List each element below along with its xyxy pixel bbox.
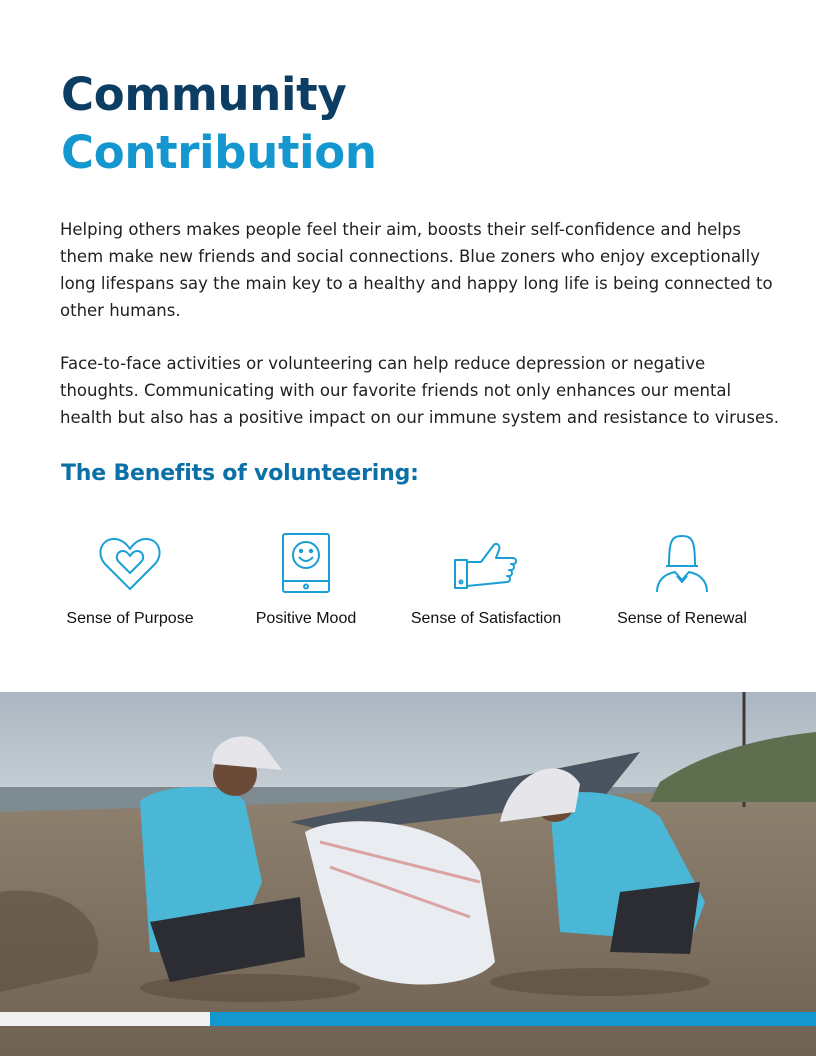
benefit-label: Sense of Renewal: [617, 610, 747, 627]
footer-bar-blue: [210, 1012, 816, 1026]
beach-cleanup-photo: [0, 692, 816, 1056]
intro-paragraph: Helping others makes people feel their aim, boosts their self-confidence and helps them make new friends and social connections. Blue zoners who enjoy exceptionally long lifespans say the main key to a healthy and happy long life is being connected to other humans.: [60, 220, 773, 320]
title-line-1: Community: [61, 68, 347, 121]
benefit-positive-mood: [216, 532, 396, 628]
second-paragraph: Face-to-face activities or volunteering can help reduce depression or negative thoughts. Communicating with our favorite friends not only enhances our mental health but also has a positive impact on our immune system and resistance to viruses.: [60, 354, 779, 427]
benefit-sense-of-renewal: [592, 532, 772, 628]
benefit-sense-of-satisfaction: [396, 532, 576, 628]
footer-bar-grey: [0, 1012, 210, 1026]
thumbs-up-icon: [453, 532, 519, 594]
benefit-label: Positive Mood: [255, 610, 357, 627]
title-line-2: Contribution: [61, 126, 377, 179]
smiley-tablet-icon: [273, 532, 339, 594]
heart-icon: [97, 532, 163, 594]
benefit-label: Sense of Satisfaction: [410, 610, 562, 627]
person-icon: [649, 532, 715, 594]
page-title: [61, 66, 377, 182]
benefit-sense-of-purpose: [40, 532, 220, 628]
benefit-label: Sense of Purpose: [66, 610, 194, 627]
benefits-heading: The Benefits of volunteering:: [61, 461, 419, 486]
